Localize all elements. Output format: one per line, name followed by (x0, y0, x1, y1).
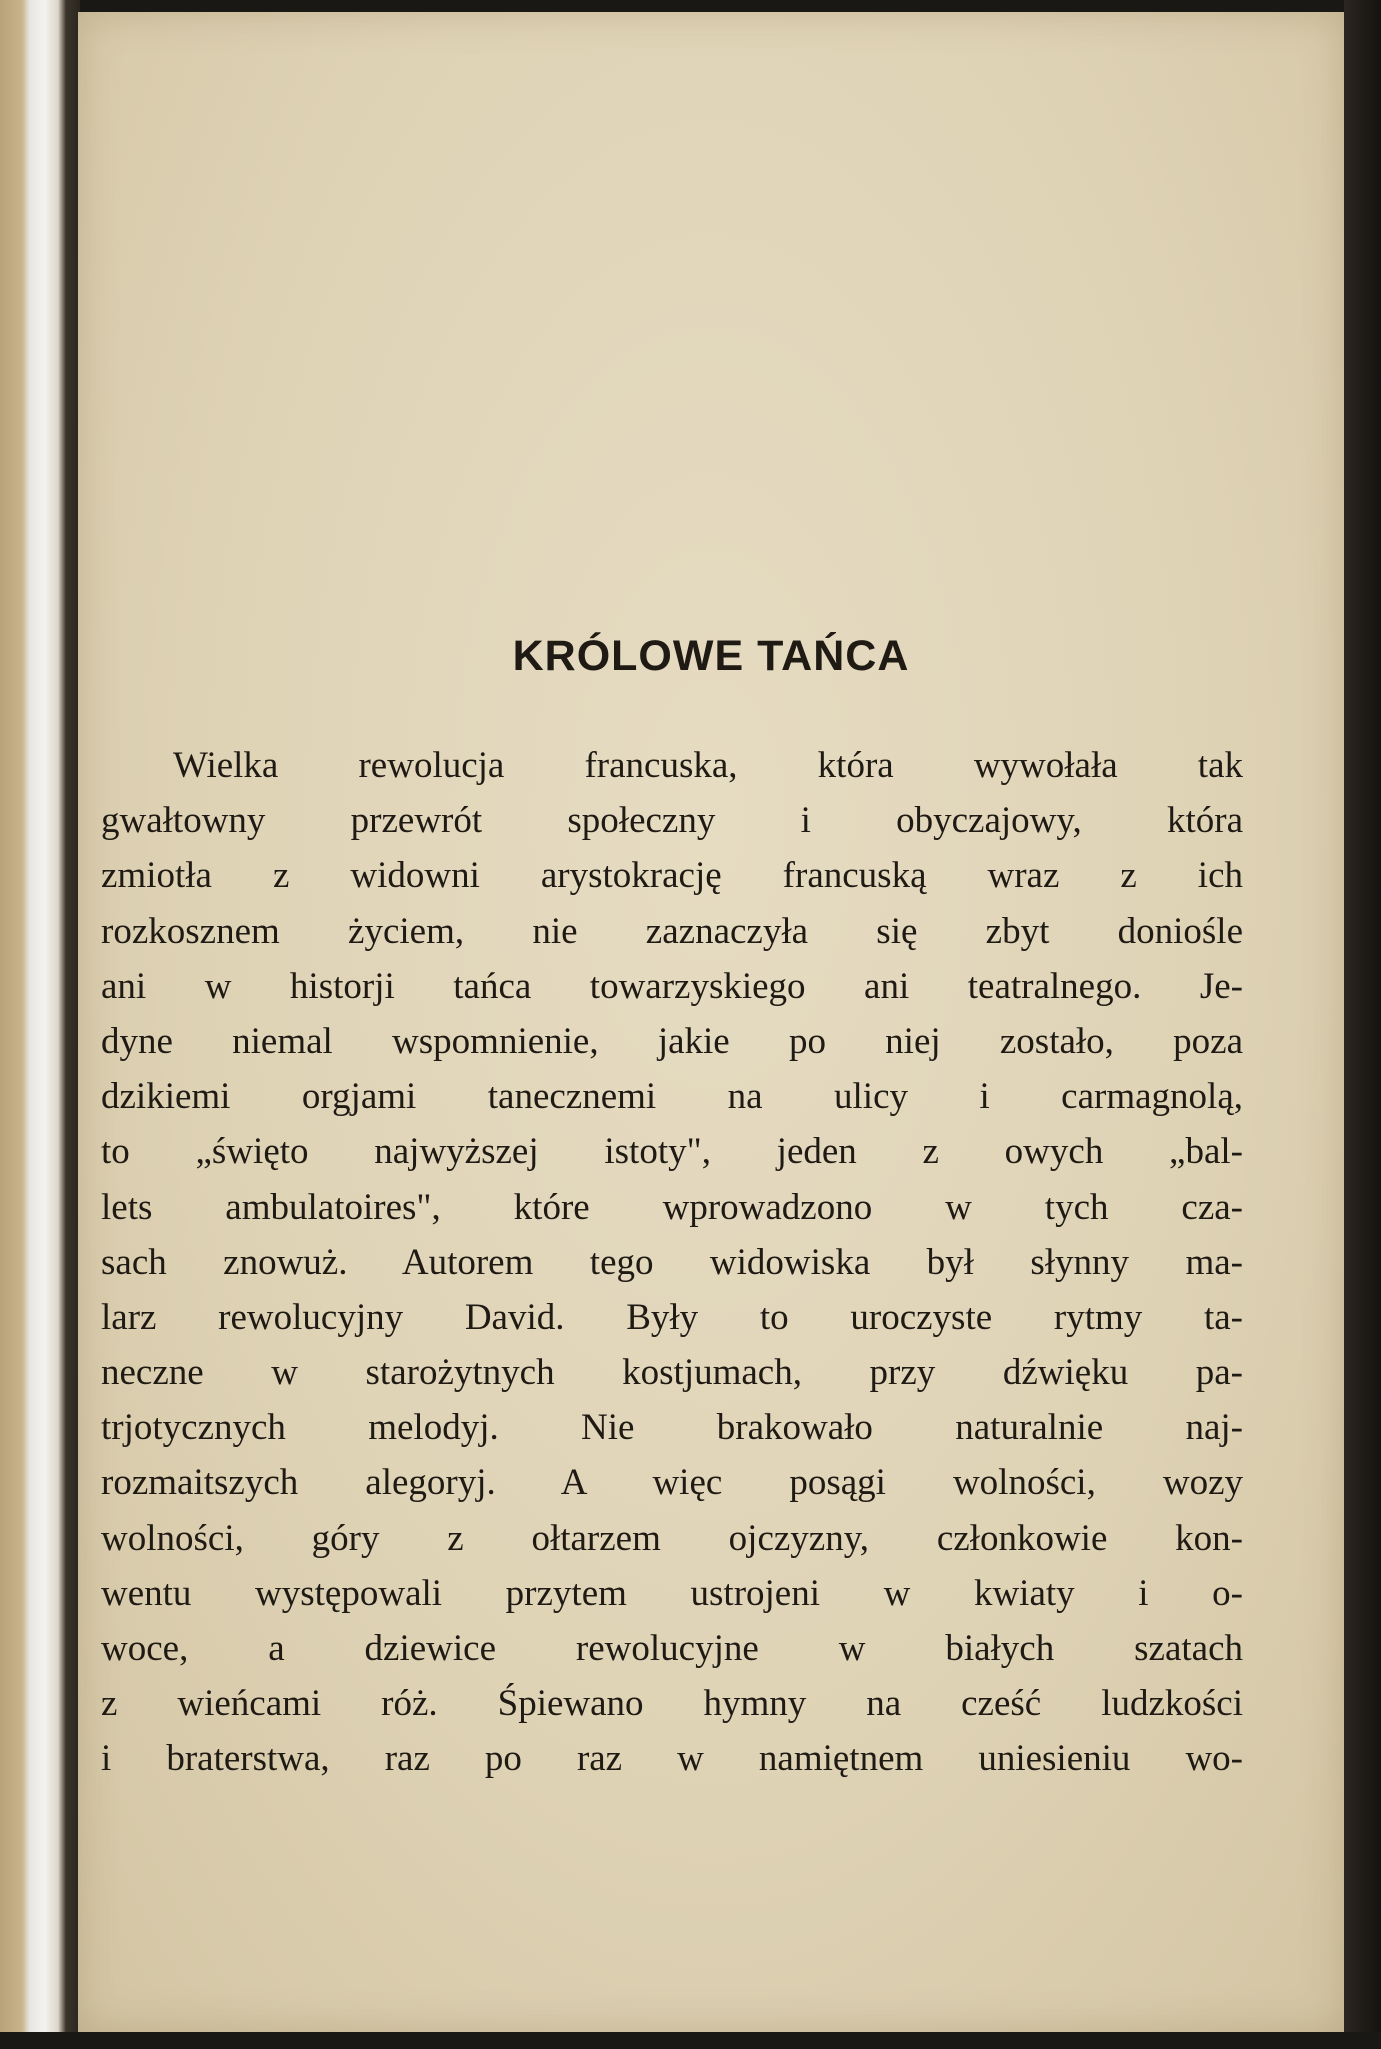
text-line: z wieńcami róż. Śpiewano hymny na cześć ludzkości (101, 1683, 1243, 1725)
text-line: wolności, góry z ołtarzem ojczyzny, członkowie kon- (101, 1517, 1243, 1559)
scan-top-border (0, 0, 1381, 12)
text-line: ani w historji tańca towarzyskiego ani teatralnego. Je- (101, 965, 1243, 1007)
chapter-title: KRÓLOWE TAŃCA (512, 632, 910, 680)
scan-bottom-border (0, 2032, 1381, 2049)
chapter-body-text (101, 738, 1243, 1787)
text-line: neczne w starożytnych kostjumach, przy dźwięku pa- (101, 1352, 1243, 1394)
text-line: larz rewolucyjny David. Były to uroczyste rytmy ta- (101, 1296, 1243, 1338)
text-line: trjotycznych melodyj. Nie brakowało naturalnie naj- (101, 1407, 1243, 1449)
scan-right-border (1344, 0, 1381, 2049)
text-line: dyne niemal wspomnienie, jakie po niej zostało, poza (101, 1020, 1243, 1062)
text-line: gwałtowny przewrót społeczny i obyczajowy, która (101, 800, 1243, 842)
text-line: lets ambulatoires", które wprowadzono w tych cza- (101, 1186, 1243, 1228)
text-line: to „święto najwyższej istoty", jeden z owych „bal- (101, 1131, 1243, 1173)
text-line: rozkosznem życiem, nie zaznaczyła się zbyt donioślе (101, 910, 1243, 952)
book-page (78, 12, 1344, 2032)
text-line: i braterstwa, raz po raz w namiętnem uniesieniu wo- (101, 1738, 1243, 1780)
text-line: wentu występowali przytem ustrojeni w kwiaty i o- (101, 1572, 1243, 1614)
text-line: zmiotła z widowni arystokrację francuską wraz z ich (101, 855, 1243, 897)
text-line: dzikiemi orgjami tanecznemi na ulicy i carmagnolą, (101, 1076, 1243, 1118)
text-line: Wielka rewolucja francuska, która wywołała tak (173, 745, 1243, 786)
text-line: sach znowuż. Autorem tego widowiska był słynny ma- (101, 1241, 1243, 1283)
text-line: woce, a dziewice rewolucyjne w białych szatach (101, 1628, 1243, 1669)
text-line: rozmaitszych alegoryj. A więc posągi wolności, wozy (101, 1462, 1243, 1504)
book-spine-edge (0, 0, 80, 2049)
